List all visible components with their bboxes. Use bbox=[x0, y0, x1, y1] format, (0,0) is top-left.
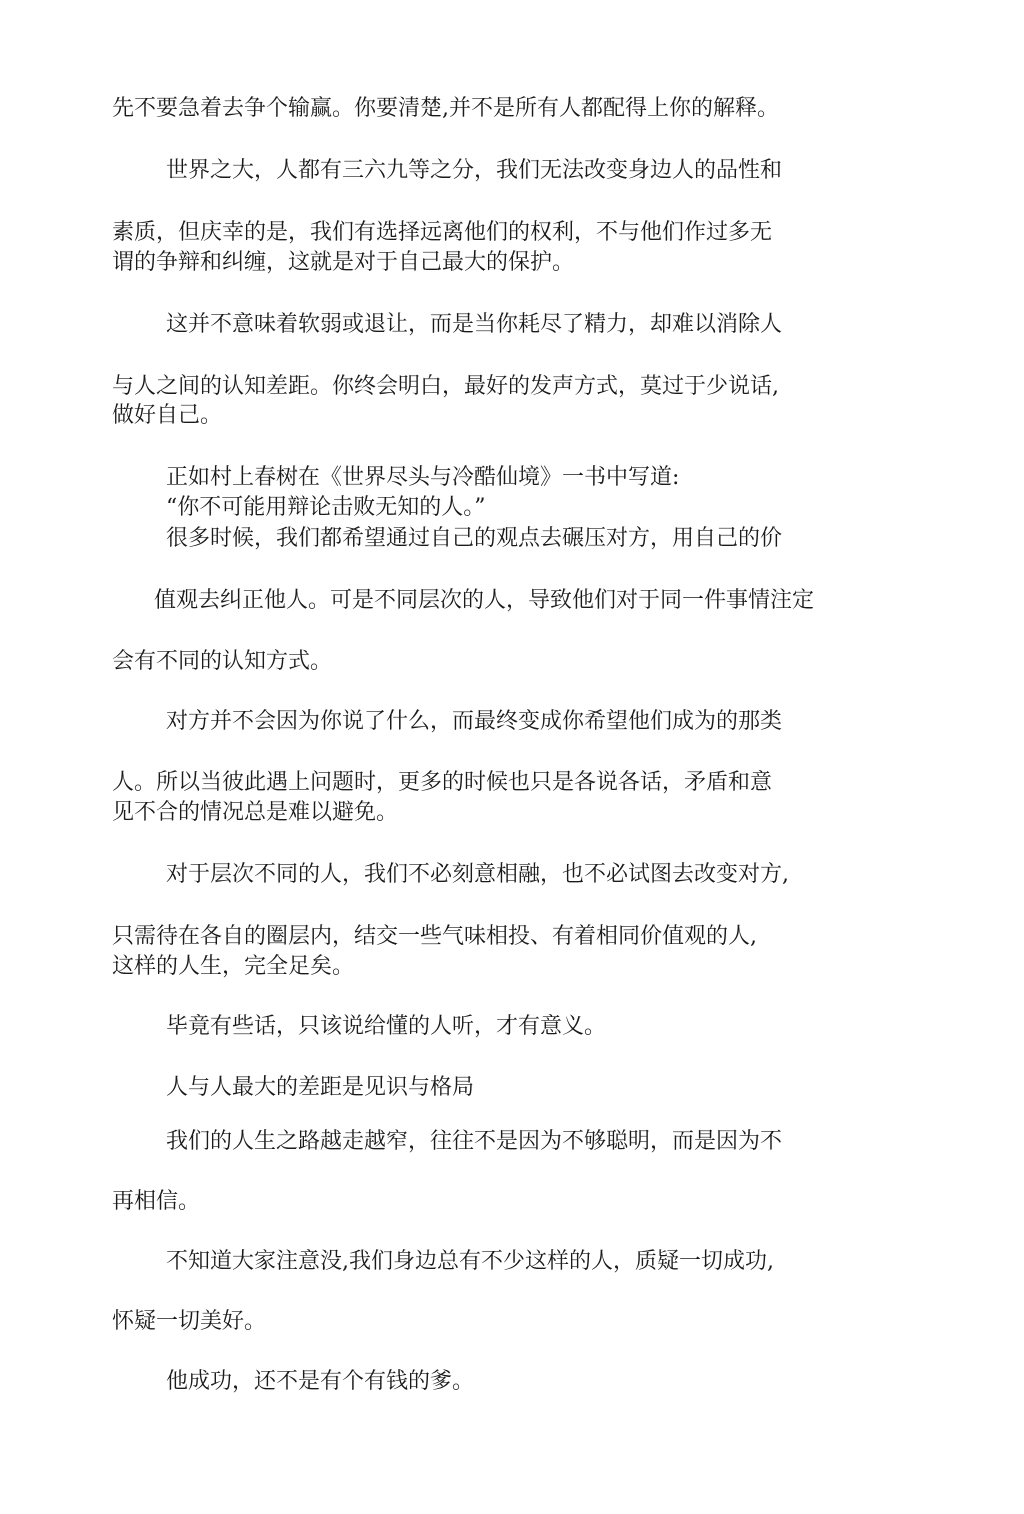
text-line: 只需待在各自的圈层内，结交一些气味相投、有着相同价值观的人, bbox=[112, 924, 757, 949]
text-line: 不知道大家注意没,我们身边总有不少这样的人，质疑一切成功, bbox=[166, 1249, 774, 1274]
text-line: 素质，但庆幸的是，我们有选择远离他们的权利，不与他们作过多无 bbox=[112, 220, 773, 245]
text-line: 人。所以当彼此遇上问题时，更多的时候也只是各说各话，矛盾和意 bbox=[112, 770, 773, 795]
section-heading: 人与人最大的差距是见识与格局 bbox=[166, 1075, 475, 1100]
text-line: 很多时候，我们都希望通过自己的观点去碾压对方，用自己的价 bbox=[166, 526, 783, 551]
text-line: 我们的人生之路越走越窄，往往不是因为不够聪明，而是因为不 bbox=[166, 1129, 783, 1154]
text-line: 再相信。 bbox=[112, 1189, 201, 1214]
text-line: 正如村上春树在《世界尽头与冷酷仙境》一书中写道: bbox=[166, 465, 680, 490]
text-line: 谓的争辩和纠缠，这就是对于自己最大的保护。 bbox=[112, 250, 575, 275]
text-line: 与人之间的认知差距。你终会明白，最好的发声方式，莫过于少说话, bbox=[112, 374, 779, 399]
text-line: 他成功，还不是有个有钱的爹。 bbox=[166, 1369, 475, 1394]
text-line: 先不要急着去争个输赢。你要清楚,并不是所有人都配得上你的解释。 bbox=[112, 96, 779, 121]
text-line: 这样的人生，完全足矣。 bbox=[112, 954, 355, 979]
text-line: 会有不同的认知方式。 bbox=[112, 649, 333, 674]
text-line: 怀疑一切美好。 bbox=[112, 1309, 267, 1334]
text-line: 见不合的情况总是难以避免。 bbox=[112, 800, 399, 825]
text-line: 这并不意味着软弱或退让，而是当你耗尽了精力，却难以消除人 bbox=[166, 312, 783, 337]
text-line: 对方并不会因为你说了什么，而最终变成你希望他们成为的那类 bbox=[166, 709, 783, 734]
text-line: 做好自己。 bbox=[112, 403, 223, 428]
text-line: 世界之大，人都有三六九等之分，我们无法改变身边人的品性和 bbox=[166, 158, 783, 183]
quote-line: “你不可能用辩论击败无知的人。” bbox=[166, 495, 486, 520]
text-line: 毕竟有些话，只该说给懂的人听，才有意义。 bbox=[166, 1014, 607, 1039]
text-line: 值观去纠正他人。可是不同层次的人，导致他们对于同一件事情注定 bbox=[154, 588, 815, 613]
text-line: 对于层次不同的人，我们不必刻意相融，也不必试图去改变对方, bbox=[166, 862, 789, 887]
